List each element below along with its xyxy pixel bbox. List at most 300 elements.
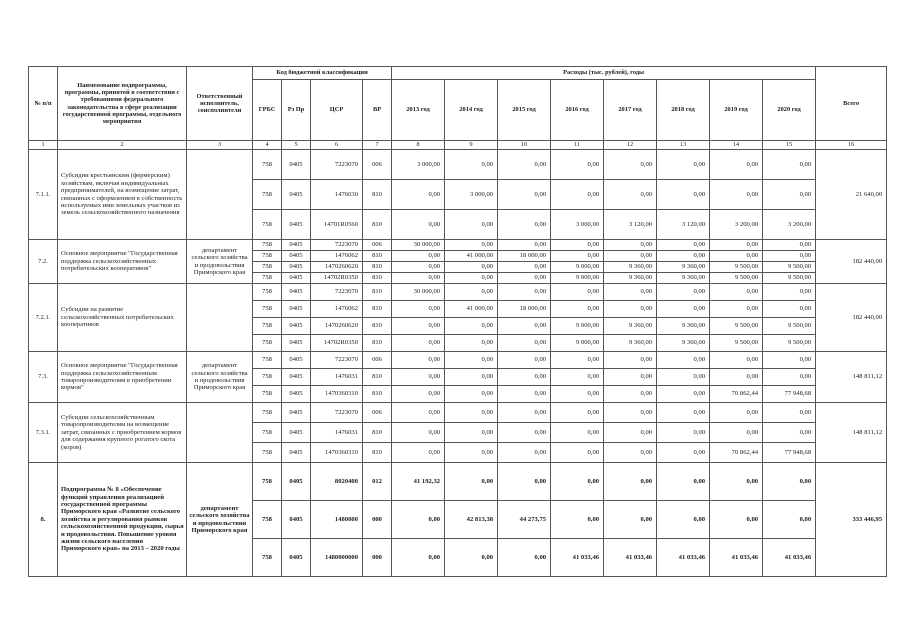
cell-year-value: 0,00: [657, 463, 710, 501]
cell-csr: 1480000: [311, 501, 363, 539]
cell-year-value: 0,00: [657, 423, 710, 443]
cell-year-value: 0,00: [604, 240, 657, 251]
col-index: 4: [253, 141, 282, 150]
cell-csr: 1480000000: [311, 539, 363, 577]
cell-year-value: 0,00: [392, 501, 445, 539]
cell-rzpr: 0405: [282, 369, 311, 386]
cell-year-value: 0,00: [551, 386, 604, 403]
cell-year-value: 9 500,00: [710, 318, 763, 335]
col-index: 2: [58, 141, 187, 150]
cell-year-value: 77 948,68: [763, 443, 816, 463]
cell-rzpr: 0405: [282, 386, 311, 403]
cell-vr: 006: [363, 352, 392, 369]
col-index: 12: [604, 141, 657, 150]
cell-vr: 810: [363, 301, 392, 318]
cell-year-value: 0,00: [445, 403, 498, 423]
cell-year-value: 0,00: [498, 335, 551, 352]
cell-grbs: 758: [253, 251, 282, 262]
cell-year-value: 9 500,00: [763, 262, 816, 273]
row-number: 7.2.1.: [29, 284, 58, 352]
row-responsible: [187, 150, 253, 240]
cell-year-value: 0,00: [657, 352, 710, 369]
cell-year-value: 0,00: [445, 273, 498, 284]
cell-year-value: 0,00: [763, 251, 816, 262]
header-csr: ЦСР: [311, 80, 363, 141]
cell-year-value: 9 500,00: [763, 273, 816, 284]
col-index: 7: [363, 141, 392, 150]
cell-year-value: 41 192,32: [392, 463, 445, 501]
cell-rzpr: 0405: [282, 501, 311, 539]
cell-year-value: 0,00: [604, 423, 657, 443]
cell-vr: 810: [363, 273, 392, 284]
header-row-1: [29, 67, 887, 80]
cell-year-value: 9 360,00: [604, 262, 657, 273]
cell-year-value: 0,00: [763, 301, 816, 318]
row-name: Субсидии крестьянским (фермерским) хозяйствам, включая индивидуальных предпринимателей, на возмещение затрат, связанных с оформлением в собственность используемых ими земельных участков из земель сельскохозяйственного назначения: [58, 150, 187, 240]
cell-year-value: 0,00: [604, 352, 657, 369]
cell-csr: 1476030: [311, 180, 363, 210]
cell-rzpr: 0405: [282, 210, 311, 240]
cell-year-value: 18 000,00: [498, 301, 551, 318]
row-total: 182 440,00: [816, 240, 887, 284]
row-total: 21 640,00: [816, 150, 887, 240]
cell-year-value: 41 033,46: [551, 539, 604, 577]
cell-year-value: 0,00: [498, 463, 551, 501]
cell-grbs: 758: [253, 301, 282, 318]
header-rzpr: Рз Пр: [282, 80, 311, 141]
cell-year-value: 9 360,00: [657, 335, 710, 352]
cell-year-value: 0,00: [763, 369, 816, 386]
cell-csr: 1470360310: [311, 443, 363, 463]
header-total: Всего: [816, 67, 887, 141]
cell-csr: 7223070: [311, 352, 363, 369]
cell-year-value: 9 000,00: [551, 318, 604, 335]
cell-year-value: 0,00: [498, 284, 551, 301]
cell-year-value: 0,00: [392, 352, 445, 369]
cell-year-value: 77 948,68: [763, 386, 816, 403]
cell-year-value: 41 000,00: [445, 301, 498, 318]
cell-year-value: 3 200,00: [710, 210, 763, 240]
cell-year-value: 0,00: [445, 352, 498, 369]
cell-year-value: 0,00: [763, 180, 816, 210]
header-year-2017: 2017 год: [604, 80, 657, 141]
row-number: 7.1.1.: [29, 150, 58, 240]
cell-year-value: 0,00: [551, 240, 604, 251]
cell-rzpr: 0405: [282, 423, 311, 443]
cell-year-value: 0,00: [763, 284, 816, 301]
cell-vr: 006: [363, 240, 392, 251]
cell-year-value: 0,00: [498, 210, 551, 240]
cell-vr: 810: [363, 318, 392, 335]
cell-year-value: 0,00: [551, 423, 604, 443]
cell-csr: 7223070: [311, 284, 363, 301]
col-index: 14: [710, 141, 763, 150]
row-name: Основное мероприятие "Государственная поддержка сельскохозяйственным товаропроизводителям в приобретении кормов": [58, 352, 187, 403]
header-vr: ВР: [363, 80, 392, 141]
cell-year-value: 0,00: [763, 150, 816, 180]
cell-csr: 7223070: [311, 403, 363, 423]
cell-year-value: 0,00: [657, 386, 710, 403]
cell-year-value: 0,00: [498, 403, 551, 423]
cell-vr: 810: [363, 335, 392, 352]
cell-year-value: 0,00: [604, 150, 657, 180]
cell-year-value: 0,00: [763, 423, 816, 443]
cell-csr: 1470260620: [311, 318, 363, 335]
cell-rzpr: 0405: [282, 301, 311, 318]
cell-year-value: 0,00: [710, 240, 763, 251]
cell-year-value: 41 033,46: [604, 539, 657, 577]
cell-csr: 14701R0560: [311, 210, 363, 240]
header-grbs: ГРБС: [253, 80, 282, 141]
cell-vr: 810: [363, 180, 392, 210]
cell-year-value: 0,00: [604, 251, 657, 262]
table-row: [29, 284, 887, 301]
row-total: 148 811,12: [816, 352, 887, 403]
cell-year-value: 42 813,38: [445, 501, 498, 539]
cell-grbs: 758: [253, 463, 282, 501]
row-name: Подпрограмма № 8 «Обеспечение функций управления реализацией государственной программы Приморского края «Развитие сельского хозяйства и регулирования рынков сельскохозяйственной продукции, сырья и продовольствия. Повышение уровня жизни сельского населения Приморского края» на 2013 – 2020 годы: [58, 463, 187, 577]
cell-vr: 810: [363, 284, 392, 301]
cell-year-value: 0,00: [657, 251, 710, 262]
cell-rzpr: 0405: [282, 180, 311, 210]
cell-year-value: 9 500,00: [763, 335, 816, 352]
cell-year-value: 0,00: [392, 301, 445, 318]
cell-year-value: 0,00: [551, 180, 604, 210]
row-total: 333 446,95: [816, 463, 887, 577]
cell-year-value: 0,00: [445, 463, 498, 501]
cell-year-value: 0,00: [392, 423, 445, 443]
row-responsible: департамент сельского хозяйства и продовольствия Приморского края: [187, 463, 253, 577]
header-name: Наименование подпрограммы, программы, принятой в соответствии с требованиями федерального законодательства в сфере реализации государственной программы, отдельного мероприятия: [58, 67, 187, 141]
cell-year-value: 0,00: [445, 443, 498, 463]
cell-year-value: 9 000,00: [551, 262, 604, 273]
cell-year-value: 0,00: [604, 443, 657, 463]
cell-year-value: 0,00: [710, 251, 763, 262]
cell-year-value: 0,00: [710, 180, 763, 210]
cell-year-value: 0,00: [710, 284, 763, 301]
cell-year-value: 0,00: [604, 284, 657, 301]
cell-year-value: 0,00: [710, 369, 763, 386]
cell-csr: 1470360310: [311, 386, 363, 403]
cell-grbs: 758: [253, 352, 282, 369]
cell-year-value: 0,00: [763, 463, 816, 501]
header-expenses: Расходы (тыс. рублей), годы: [392, 67, 816, 80]
cell-year-value: 9 000,00: [551, 335, 604, 352]
cell-grbs: 758: [253, 403, 282, 423]
col-index: 10: [498, 141, 551, 150]
cell-year-value: 0,00: [604, 403, 657, 423]
cell-csr: 8020400: [311, 463, 363, 501]
cell-year-value: 0,00: [657, 403, 710, 423]
col-index: 13: [657, 141, 710, 150]
cell-year-value: 0,00: [498, 150, 551, 180]
cell-year-value: 0,00: [392, 318, 445, 335]
cell-year-value: 0,00: [392, 335, 445, 352]
header-year-2014: 2014 год: [445, 80, 498, 141]
cell-vr: 810: [363, 443, 392, 463]
cell-year-value: 0,00: [763, 240, 816, 251]
table-row: [29, 403, 887, 423]
cell-year-value: 0,00: [445, 150, 498, 180]
cell-rzpr: 0405: [282, 403, 311, 423]
cell-csr: 14702R0350: [311, 335, 363, 352]
row-number: 7.3.1.: [29, 403, 58, 463]
cell-year-value: 0,00: [445, 318, 498, 335]
cell-year-value: 0,00: [498, 318, 551, 335]
cell-year-value: 0,00: [551, 301, 604, 318]
cell-vr: 810: [363, 423, 392, 443]
header-num: № п/п: [29, 67, 58, 141]
cell-grbs: 758: [253, 150, 282, 180]
col-index: 3: [187, 141, 253, 150]
cell-year-value: 0,00: [710, 150, 763, 180]
cell-year-value: 30 000,00: [392, 284, 445, 301]
header-year-2016: 2016 год: [551, 80, 604, 141]
cell-rzpr: 0405: [282, 273, 311, 284]
cell-year-value: 0,00: [657, 301, 710, 318]
cell-year-value: 0,00: [710, 423, 763, 443]
cell-year-value: 0,00: [392, 443, 445, 463]
cell-year-value: 3 000,00: [445, 180, 498, 210]
cell-year-value: 0,00: [498, 369, 551, 386]
row-total: 182 440,00: [816, 284, 887, 352]
cell-year-value: 3 000,00: [392, 150, 445, 180]
cell-rzpr: 0405: [282, 150, 311, 180]
cell-year-value: 9 360,00: [604, 335, 657, 352]
header-year-2015: 2015 год: [498, 80, 551, 141]
cell-rzpr: 0405: [282, 539, 311, 577]
cell-year-value: 41 000,00: [445, 251, 498, 262]
cell-grbs: 758: [253, 443, 282, 463]
cell-rzpr: 0405: [282, 240, 311, 251]
cell-year-value: 0,00: [498, 352, 551, 369]
cell-grbs: 758: [253, 335, 282, 352]
cell-year-value: 9 500,00: [710, 335, 763, 352]
cell-year-value: 0,00: [392, 262, 445, 273]
col-index: 1: [29, 141, 58, 150]
cell-year-value: 0,00: [498, 386, 551, 403]
cell-year-value: 0,00: [498, 273, 551, 284]
cell-year-value: 0,00: [604, 180, 657, 210]
cell-year-value: 0,00: [498, 423, 551, 443]
cell-year-value: 9 360,00: [657, 273, 710, 284]
cell-year-value: 0,00: [551, 443, 604, 463]
cell-csr: 1470260620: [311, 262, 363, 273]
cell-year-value: 0,00: [498, 180, 551, 210]
row-total: 148 811,12: [816, 403, 887, 463]
cell-year-value: 9 360,00: [657, 318, 710, 335]
cell-year-value: 0,00: [392, 251, 445, 262]
cell-year-value: 3 000,00: [551, 210, 604, 240]
cell-year-value: 0,00: [551, 150, 604, 180]
cell-csr: 1476031: [311, 423, 363, 443]
cell-year-value: 0,00: [551, 369, 604, 386]
cell-vr: 810: [363, 210, 392, 240]
col-index: 8: [392, 141, 445, 150]
cell-year-value: 0,00: [392, 386, 445, 403]
cell-year-value: 0,00: [657, 180, 710, 210]
row-name: Субсидии на развитие сельскохозяйственных потребительских кооперативов: [58, 284, 187, 352]
cell-year-value: 9 500,00: [710, 273, 763, 284]
cell-year-value: 0,00: [710, 301, 763, 318]
row-name: Субсидии сельскохозяйственным товаропроизводителям на возмещение затрат, связанных с приобретением кормов для содержания крупного рогатого скота (коров): [58, 403, 187, 463]
column-index-row: [29, 141, 887, 150]
budget-table-wrapper: [28, 66, 887, 577]
cell-year-value: 0,00: [551, 284, 604, 301]
cell-year-value: 0,00: [657, 284, 710, 301]
cell-year-value: 0,00: [551, 463, 604, 501]
cell-grbs: 758: [253, 423, 282, 443]
cell-year-value: 0,00: [392, 403, 445, 423]
cell-grbs: 758: [253, 386, 282, 403]
cell-vr: 810: [363, 369, 392, 386]
cell-rzpr: 0405: [282, 352, 311, 369]
row-responsible: [187, 284, 253, 352]
cell-year-value: 9 360,00: [657, 262, 710, 273]
col-index: 16: [816, 141, 887, 150]
cell-year-value: 0,00: [604, 369, 657, 386]
cell-year-value: 0,00: [445, 369, 498, 386]
cell-vr: 810: [363, 251, 392, 262]
table-row: [29, 240, 887, 251]
header-year-2020: 2020 год: [763, 80, 816, 141]
cell-csr: 1476062: [311, 301, 363, 318]
col-index: 15: [763, 141, 816, 150]
cell-grbs: 758: [253, 262, 282, 273]
cell-year-value: 0,00: [604, 463, 657, 501]
cell-year-value: 41 033,46: [710, 539, 763, 577]
cell-year-value: 0,00: [392, 369, 445, 386]
cell-year-value: 41 033,46: [763, 539, 816, 577]
cell-year-value: 0,00: [498, 262, 551, 273]
cell-year-value: 0,00: [710, 501, 763, 539]
header-budget-code: Код бюджетной классификации: [253, 67, 392, 80]
cell-year-value: 70 862,44: [710, 386, 763, 403]
cell-csr: 7223070: [311, 240, 363, 251]
cell-year-value: 0,00: [445, 262, 498, 273]
cell-year-value: 0,00: [551, 501, 604, 539]
row-responsible: департамент сельского хозяйства и продовольствия Приморского края: [187, 352, 253, 403]
row-number: 7.3.: [29, 352, 58, 403]
cell-rzpr: 0405: [282, 335, 311, 352]
cell-year-value: 3 120,00: [604, 210, 657, 240]
cell-year-value: 0,00: [763, 352, 816, 369]
row-name: Основное мероприятие "Государственная поддержка сельскохозяйственных потребительских кооперативов": [58, 240, 187, 284]
cell-year-value: 0,00: [498, 539, 551, 577]
table-row: [29, 463, 887, 501]
cell-rzpr: 0405: [282, 262, 311, 273]
cell-year-value: 0,00: [551, 251, 604, 262]
cell-grbs: 758: [253, 284, 282, 301]
cell-year-value: 0,00: [657, 150, 710, 180]
cell-year-value: 0,00: [763, 403, 816, 423]
cell-year-value: 0,00: [445, 423, 498, 443]
col-index: 6: [311, 141, 363, 150]
cell-vr: 000: [363, 501, 392, 539]
header-year-2013: 2013 год: [392, 80, 445, 141]
col-index: 11: [551, 141, 604, 150]
cell-year-value: 0,00: [445, 240, 498, 251]
cell-csr: 14702R0350: [311, 273, 363, 284]
cell-year-value: 0,00: [551, 352, 604, 369]
cell-year-value: 30 000,00: [392, 240, 445, 251]
col-index: 9: [445, 141, 498, 150]
header-resp: Ответственный исполнитель, соисполнители: [187, 67, 253, 141]
cell-vr: 012: [363, 463, 392, 501]
cell-year-value: 41 033,46: [657, 539, 710, 577]
cell-year-value: 0,00: [445, 335, 498, 352]
cell-year-value: 9 360,00: [604, 273, 657, 284]
cell-year-value: 0,00: [657, 240, 710, 251]
cell-grbs: 758: [253, 180, 282, 210]
cell-rzpr: 0405: [282, 318, 311, 335]
cell-grbs: 758: [253, 240, 282, 251]
row-number: 7.2.: [29, 240, 58, 284]
cell-year-value: 0,00: [392, 180, 445, 210]
cell-rzpr: 0405: [282, 251, 311, 262]
cell-year-value: 9 000,00: [551, 273, 604, 284]
cell-csr: 7223070: [311, 150, 363, 180]
cell-grbs: 758: [253, 210, 282, 240]
cell-rzpr: 0405: [282, 463, 311, 501]
cell-year-value: 0,00: [445, 386, 498, 403]
cell-year-value: 0,00: [657, 501, 710, 539]
row-number: 8.: [29, 463, 58, 577]
cell-year-value: 9 360,00: [604, 318, 657, 335]
cell-year-value: 0,00: [445, 210, 498, 240]
cell-year-value: 0,00: [763, 501, 816, 539]
cell-year-value: 0,00: [445, 284, 498, 301]
cell-grbs: 758: [253, 501, 282, 539]
cell-year-value: 0,00: [604, 386, 657, 403]
cell-year-value: 9 500,00: [763, 318, 816, 335]
cell-year-value: 0,00: [392, 210, 445, 240]
cell-year-value: 0,00: [710, 463, 763, 501]
cell-year-value: 3 200,00: [763, 210, 816, 240]
cell-grbs: 758: [253, 318, 282, 335]
cell-year-value: 0,00: [657, 369, 710, 386]
cell-vr: 006: [363, 150, 392, 180]
cell-year-value: 0,00: [551, 403, 604, 423]
cell-year-value: 0,00: [498, 240, 551, 251]
cell-vr: 006: [363, 403, 392, 423]
table-row: [29, 352, 887, 369]
col-index: 5: [282, 141, 311, 150]
row-responsible: департамент сельского хозяйства и продовольствия Приморского края: [187, 240, 253, 284]
row-responsible: [187, 403, 253, 463]
header-year-2018: 2018 год: [657, 80, 710, 141]
cell-year-value: 0,00: [604, 501, 657, 539]
cell-year-value: 0,00: [604, 301, 657, 318]
cell-vr: 810: [363, 386, 392, 403]
cell-year-value: 0,00: [445, 539, 498, 577]
cell-year-value: 9 500,00: [710, 262, 763, 273]
cell-csr: 1476031: [311, 369, 363, 386]
cell-year-value: 0,00: [498, 443, 551, 463]
cell-vr: 810: [363, 262, 392, 273]
budget-table: [28, 66, 887, 577]
table-row: [29, 150, 887, 180]
cell-grbs: 758: [253, 273, 282, 284]
cell-year-value: 0,00: [392, 273, 445, 284]
cell-year-value: 18 000,00: [498, 251, 551, 262]
cell-year-value: 0,00: [657, 443, 710, 463]
cell-year-value: 0,00: [710, 403, 763, 423]
cell-grbs: 758: [253, 539, 282, 577]
cell-year-value: 3 120,00: [657, 210, 710, 240]
cell-rzpr: 0405: [282, 284, 311, 301]
header-year-2019: 2019 год: [710, 80, 763, 141]
